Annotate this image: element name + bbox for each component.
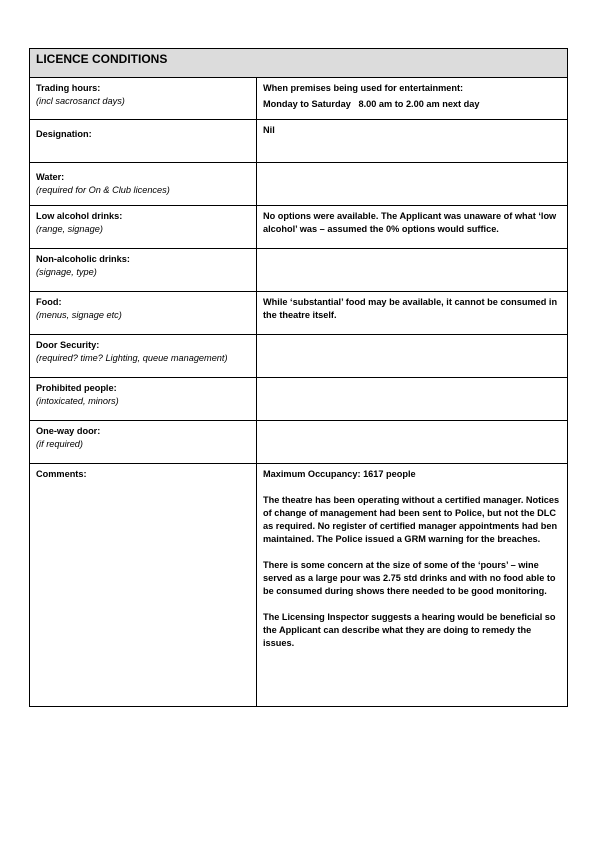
- row-label: Low alcohol drinks:: [36, 211, 123, 221]
- value-cell: [257, 120, 568, 163]
- row-sublabel: (range, signage): [36, 224, 103, 234]
- label-cell: [30, 163, 257, 206]
- label-cell: [30, 378, 257, 421]
- value-cell: [257, 378, 568, 421]
- row-food: [30, 292, 568, 335]
- row-label: Water:: [36, 172, 65, 182]
- row-sublabel: (if required): [36, 439, 83, 449]
- label-cell: [30, 206, 257, 249]
- row-sublabel: (incl sacrosanct days): [36, 96, 125, 106]
- label-cell: [30, 464, 257, 707]
- row-one-way-door: [30, 421, 568, 464]
- value-cell: [257, 163, 568, 206]
- row-sublabel: (intoxicated, minors): [36, 396, 119, 406]
- table-header-row: [30, 49, 568, 78]
- row-label: One-way door:: [36, 426, 101, 436]
- label-cell: [30, 249, 257, 292]
- row-sublabel: (required? time? Lighting, queue management): [36, 353, 228, 363]
- comment-paragraph: There is some concern at the size of some of the ‘pours’ – wine served as a large pour was 2.75 std drinks and with no food able to be consumed during shows there needed to be good monitoring.: [263, 560, 556, 596]
- row-sublabel: (menus, signage etc): [36, 310, 122, 320]
- comment-paragraph: Maximum Occupancy: 1617 people: [263, 469, 416, 479]
- label-cell: [30, 78, 257, 120]
- row-trading-hours: [30, 78, 568, 120]
- label-cell: [30, 120, 257, 163]
- row-value: While ‘substantial’ food may be available, it cannot be consumed in the theatre itself.: [263, 297, 558, 320]
- label-cell: [30, 292, 257, 335]
- label-cell: [30, 421, 257, 464]
- row-sublabel: (signage, type): [36, 267, 97, 277]
- row-low-alcohol: [30, 206, 568, 249]
- licence-conditions-table: [29, 48, 568, 707]
- row-label: Non-alcoholic drinks:: [36, 254, 130, 264]
- row-water: [30, 163, 568, 206]
- value-line: Monday to Saturday 8.00 am to 2.00 am next day: [263, 99, 480, 109]
- row-label: Comments:: [36, 469, 87, 479]
- row-label: Food:: [36, 297, 62, 307]
- row-label: Door Security:: [36, 340, 100, 350]
- row-label: Prohibited people:: [36, 383, 117, 393]
- row-designation: [30, 120, 568, 163]
- table-title: LICENCE CONDITIONS: [30, 49, 568, 78]
- value-line: When premises being used for entertainment:: [263, 83, 464, 93]
- value-cell: [257, 335, 568, 378]
- label-cell: [30, 335, 257, 378]
- value-cell: [257, 206, 568, 249]
- row-value: Nil: [263, 125, 275, 135]
- value-cell: [257, 249, 568, 292]
- row-label: Trading hours:: [36, 83, 101, 93]
- row-label: Designation:: [36, 129, 92, 139]
- row-prohibited-people: [30, 378, 568, 421]
- comment-paragraph: The theatre has been operating without a certified manager. Notices of change of management had been sent to Police, but not the DLC as required. No register of certified manager appointments had ben maintained. The Police issued a GRM warning for the breaches.: [263, 495, 560, 544]
- comment-paragraph: The Licensing Inspector suggests a hearing would be beneficial so the Applicant can describe what they are doing to remedy the issues.: [263, 612, 556, 648]
- row-value: No options were available. The Applicant was unaware of what ‘low alcohol’ was – assumed the 0% options would suffice.: [263, 211, 557, 234]
- row-door-security: [30, 335, 568, 378]
- value-cell: [257, 78, 568, 120]
- value-cell: [257, 292, 568, 335]
- row-non-alcoholic: [30, 249, 568, 292]
- value-cell: [257, 464, 568, 707]
- row-sublabel: (required for On & Club licences): [36, 185, 170, 195]
- value-cell: [257, 421, 568, 464]
- row-comments: [30, 464, 568, 707]
